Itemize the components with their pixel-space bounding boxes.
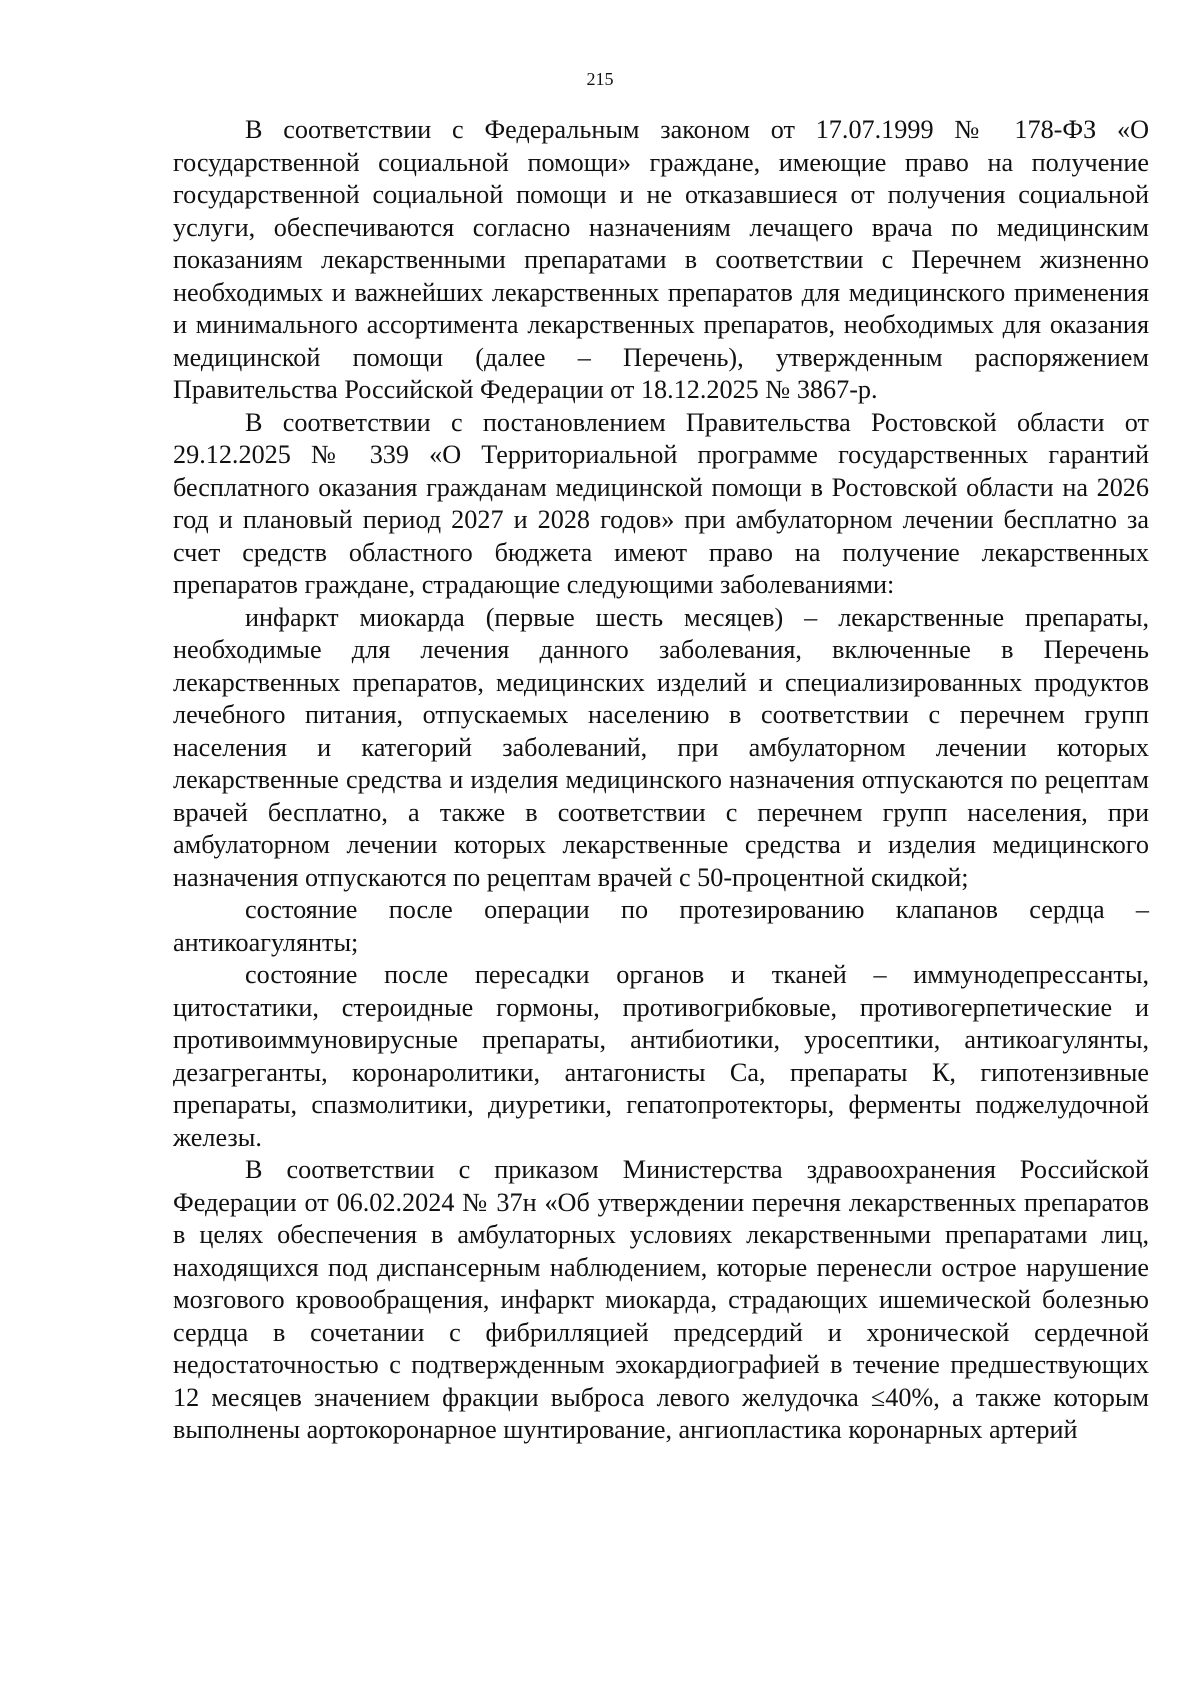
paragraph-valve-prosthesis: состояние после операции по протезированию клапанов сердца – антикоагулянты;	[173, 895, 1149, 957]
document-body	[173, 114, 1149, 1447]
paragraph-federal-law: В соответствии с Федеральным законом от 17.07.1999 № 178-ФЗ «О государственной социальной помощи» граждане, имеющие право на получение государственной социальной помощи и не отказавшиеся от получения социальной услуги, обеспечиваются согласно назначениям лечащего врача по медицинским показаниям лекарственными препаратами в соответствии с Перечнем жизненно необходимых и важнейших лекарственных препаратов для медицинского применения и минимального ассортимента лекарственных препаратов, необходимых для оказания медицинской помощи (далее – Перечень), утвержденным распоряжением Правительства Российской Федерации от 18.12.2025 № 3867-р.	[173, 115, 1149, 404]
paragraph-regional-resolution: В соответствии с постановлением Правительства Ростовской области от 29.12.2025 № 339 «О Территориальной программе государственных гарантий бесплатного оказания гражданам медицинской помощи в Ростовской области на 2026 год и плановый период 2027 и 2028 годов» при амбулаторном лечении бесплатно за счет средств областного бюджета имеют право на получение лекарственных препаратов граждане, страдающие следующими заболеваниями:	[173, 407, 1149, 599]
page-number: 215	[586, 69, 614, 89]
paragraph-ministry-order: В соответствии с приказом Министерства здравоохранения Российской Федерации от 06.02.2024 № 37н «Об утверждении перечня лекарственных препаратов в целях обеспечения в амбулаторных условиях лекарственными препаратами лиц, находящихся под диспансерным наблюдением, которые перенесли острое нарушение мозгового кровообращения, инфаркт миокарда, страдающих ишемической болезнью сердца в сочетании с фибрилляцией предсердий и хронической сердечной недостаточностью с подтвержденным эхокардиографией в течение предшествующих 12 месяцев значением фракции выброса левого желудочка ≤40%, а также которым выполнены аортокоронарное шунтирование, ангиопластика коронарных артерий	[173, 1155, 1149, 1444]
paragraph-organ-transplant: состояние после пересадки органов и тканей – иммунодепрессанты, цитостатики, стероидные гормоны, противогрибковые, противогерпетические и противоиммуновирусные препараты, антибиотики, уросептики, антикоагулянты, дезагреганты, коронаролитики, антагонисты Са, препараты К, гипотензивные препараты, спазмолитики, диуретики, гепатопротекторы, ферменты поджелудочной железы.	[173, 960, 1149, 1152]
paragraph-myocardial-infarction: инфаркт миокарда (первые шесть месяцев) – лекарственные препараты, необходимые для лечения данного заболевания, включенные в Перечень лекарственных препаратов, медицинских изделий и специализированных продуктов лечебного питания, отпускаемых населению в соответствии с перечнем групп населения и категорий заболеваний, при амбулаторном лечении которых лекарственные средства и изделия медицинского назначения отпускаются по рецептам врачей бесплатно, а также в соответствии с перечнем групп населения, при амбулаторном лечении которых лекарственные средства и изделия медицинского назначения отпускаются по рецептам врачей с 50-процентной скидкой;	[173, 602, 1149, 892]
